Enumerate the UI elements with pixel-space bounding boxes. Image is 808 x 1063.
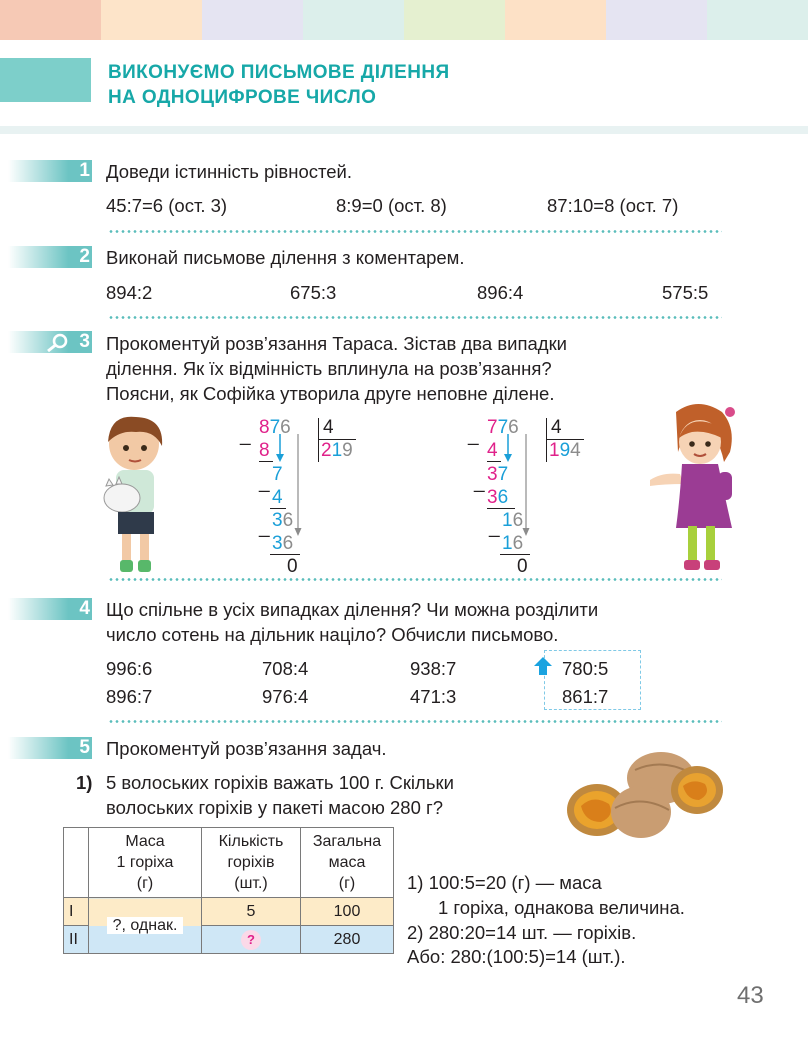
merged-mass-cell [89,898,202,954]
division-underline [259,461,273,462]
exercise-number-2: 2 [8,246,92,268]
digit: 6 [282,533,294,554]
table-cell [202,926,301,954]
digit: 3 [272,510,283,531]
header-text: (г) [136,875,154,892]
table-cell: 100 [301,898,394,926]
digit: 2 [321,440,332,461]
ex2-item: 894:2 [106,282,153,303]
table-header-total [301,828,394,898]
ex1-item: 8:9=0 (ост. 8) [336,195,447,216]
strip-segment [505,0,606,40]
exercise-number-3 [8,331,92,353]
digit: 1 [549,440,560,461]
minus-sign: _ [259,517,270,538]
exercise-number-4: 4 [8,598,92,620]
digit: 6 [512,510,524,531]
task-label: 1) [76,772,93,793]
digit: 1 [502,510,513,531]
ex5-instruction: Прокоментуй розв’язання задач. [106,738,387,759]
exercise-number-1: 1 [8,160,92,182]
divisor: 4 [551,417,562,438]
ex1-instruction: Доведи істинність рівностей. [106,161,353,182]
table-cell: 5 [202,898,301,926]
digit: 9 [342,440,353,461]
task-line: 5 волоських горіхів важать 100 г. Скільки [106,772,454,793]
ex4-item: 471:3 [410,686,457,707]
ex4-line: число сотень на дільник націло? Обчисли письмово. [106,624,559,645]
header-text: (г) [338,875,356,892]
header-text: 1 горіха [116,854,174,871]
top-color-strip [0,0,808,40]
arrow-icon [492,432,532,542]
table-cell: 280 [301,926,394,954]
table-header-mass [89,828,202,898]
digit: 3 [487,464,498,485]
subtrahend: 4 [272,487,283,508]
header-text: Кількість [218,833,284,850]
ex3-line: Прокоментуй розв’язання Тараса. Зістав два випадки [106,333,568,354]
subtrahend: 8 [259,440,270,461]
solution-line: Або: 280:(100:5)=14 (шт.). [407,946,626,967]
solution-line: 1) 100:5=20 (г) — маса [407,872,602,893]
digit: 8 [259,417,270,438]
digit: 6 [508,417,519,438]
dotted-separator [108,578,722,581]
digit: 7 [497,417,509,438]
row-label: І [64,898,89,926]
ex2-item: 575:5 [662,282,709,303]
title-line-1: ВИКОНУЄМО ПИСЬМОВЕ ДІЛЕННЯ [108,62,450,83]
strip-segment [202,0,303,40]
walnuts-illustration [565,748,725,840]
minus-sign: _ [468,425,479,446]
ex3-line: Поясни, як Софійка утворила друге неповне ділене. [106,383,555,404]
boy-with-cat-illustration [92,414,172,576]
divisor: 4 [323,417,334,438]
remainder: 7 [272,464,283,485]
ex3-line: ділення. Як їх відмінність вплинула на розв’язання? [106,358,552,379]
exercise-number-5: 5 [8,737,92,759]
header-text: Загальна [312,833,382,850]
digit: 9 [559,440,571,461]
task-line: волоських горіхів у пакеті масою 280 г? [106,797,444,818]
unknown-marker: ? [241,930,261,950]
digit: 7 [487,417,498,438]
digit: 3 [272,533,283,554]
ex4-item: 976:4 [262,686,309,707]
final-remainder: 0 [517,556,528,577]
solution-line: 1 горіха, однакова величина. [438,897,685,918]
ex2-item: 896:4 [477,282,524,303]
strip-segment [404,0,505,40]
title-line-2: НА ОДНОЦИФРОВЕ ЧИСЛО [108,87,377,108]
digit: 3 [487,487,498,508]
header-text: горіхів [227,854,275,871]
dotted-separator [108,720,722,723]
table-corner-cell [64,828,89,898]
final-remainder: 0 [287,556,298,577]
magnifier-icon [46,332,70,352]
strip-segment [101,0,202,40]
ex4-line: Що спільне в усіх випадках ділення? Чи можна розділити [106,599,599,620]
long-division-1 [240,416,370,578]
up-arrow-icon [532,655,554,677]
header-text: Маса [125,833,165,850]
dotted-separator [108,316,722,319]
girl-illustration [646,402,744,574]
header-text: маса [328,854,366,871]
page-title [108,60,450,110]
ex4-item: 780:5 [562,658,609,679]
merged-mass-text: ?, однак. [107,917,184,934]
strip-segment [606,0,707,40]
long-division-2 [468,416,598,578]
minus-sign: _ [259,472,270,493]
digit: 7 [269,417,281,438]
dotted-separator [108,230,722,233]
digit: 6 [512,533,524,554]
ex4-item: 708:4 [262,658,309,679]
digit: 1 [502,533,513,554]
strip-segment [0,0,101,40]
strip-segment [303,0,404,40]
task-table [63,827,394,954]
exercise-number-3-label: 3 [79,331,90,352]
digit: 4 [570,440,581,461]
ex4-item: 996:6 [106,658,153,679]
division-bracket [318,418,319,462]
quotient [321,439,353,462]
solution-line: 2) 280:20=14 шт. — горіхів. [407,922,637,943]
page-number: 43 [737,982,764,1009]
division-bracket [546,418,547,462]
ex2-instruction: Виконай письмове ділення з коментарем. [106,247,465,268]
subtrahend: 4 [487,440,498,461]
quotient [549,439,581,462]
row-label: ІІ [64,926,89,954]
minus-sign: _ [474,472,485,493]
digit: 6 [282,510,294,531]
header-text: (шт.) [234,875,268,892]
header-divider [0,126,808,134]
digit: 7 [497,464,509,485]
ex4-item: 938:7 [410,658,457,679]
digit: 1 [331,440,343,461]
digit: 6 [280,417,291,438]
header-accent-bar [0,58,91,102]
minus-sign: _ [489,517,500,538]
ex4-item: 896:7 [106,686,153,707]
strip-segment [707,0,808,40]
ex1-item: 87:10=8 (ост. 7) [547,195,679,216]
minus-sign: _ [240,425,251,446]
table-header-count [202,828,301,898]
ex2-item: 675:3 [290,282,337,303]
ex1-item: 45:7=6 (ост. 3) [106,195,228,216]
digit: 6 [497,487,509,508]
arrow-icon [276,432,306,542]
ex4-item: 861:7 [562,686,609,707]
